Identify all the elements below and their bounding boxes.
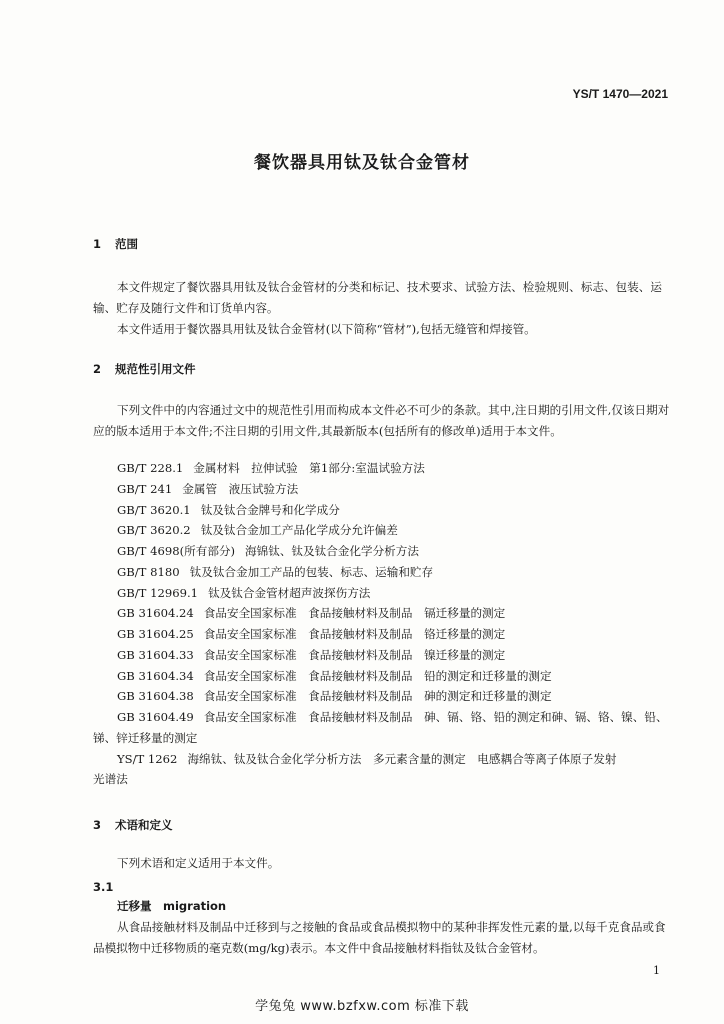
reference-item [93, 707, 673, 749]
reference-item [93, 666, 673, 687]
ref-code: GB/T 3620.2 [117, 523, 191, 538]
reference-item [93, 562, 673, 583]
ref-title: 食品安全国家标准 食品接触材料及制品 镍迁移量的测定 [203, 647, 506, 662]
section-number: 1 [93, 237, 102, 251]
ref-title: 钛及钛合金管材超声波探伤方法 [208, 585, 371, 600]
section-2-heading [93, 361, 196, 377]
ref-code: GB/T 241 [117, 481, 173, 496]
scope-paragraph-2: 本文件适用于餐饮器具用钛及钛合金管材(以下简称“管材”),包括无缝管和焊接管。 [117, 322, 536, 336]
standard-code: YS/T 1470—2021 [572, 87, 668, 101]
ref-code: GB/T 8180 [117, 564, 180, 579]
ref-code: GB 31604.33 [117, 647, 194, 662]
reference-item [93, 541, 673, 562]
section-3-heading [93, 817, 173, 833]
reference-item [93, 583, 673, 604]
ref-title: 海锦钛、钛及钛合金化学分析方法 [245, 544, 419, 558]
reference-item [93, 500, 673, 521]
term-number: 3.1 [93, 880, 114, 894]
ref-title: 钛及钛合金加工产品的包装、标志、运输和贮存 [189, 564, 434, 579]
ref-title: 海绵钛、钛及钛合金化学分析方法 多元素含量的测定 电感耦合等离子体原子发射 [187, 751, 617, 766]
footer-watermark: 学兔兔 www.bzfxw.com 标准下载 [255, 999, 469, 1014]
reference-list [93, 458, 673, 790]
ref-title-continuation: 光谱法 [93, 772, 128, 787]
ref-code: GB/T 12969.1 [117, 585, 199, 600]
reference-item [93, 479, 673, 500]
reference-item [93, 686, 673, 707]
page-number: 1 [653, 964, 660, 977]
section-number: 2 [93, 362, 102, 376]
document-title: 餐饮器具用钛及钛合金管材 [254, 153, 470, 173]
scope-paragraph-1: 本文件规定了餐饮器具用钛及钛合金管材的分类和标记、技术要求、试验方法、检验规则、标志、包装、运输、贮存及随行文件和订货单内容。 [93, 280, 662, 315]
ref-code: GB 31604.38 [117, 689, 194, 704]
ref-code: GB 31604.49 [117, 710, 194, 724]
ref-code: GB 31604.25 [117, 627, 194, 641]
term-definition: 从食品接触材料及制品中迁移到与之接触的食品或食品模拟物中的某种非挥发性元素的量,以每千克食品或食品模拟物中迁移物质的毫克数(mg/kg)表示。本文件中食品接触材料指钛及钛合金管材。 [93, 920, 666, 955]
section-title: 术语和定义 [115, 818, 173, 832]
ref-title: 食品安全国家标准 食品接触材料及制品 铬迁移量的测定 [203, 627, 506, 641]
ref-code: YS/T 1262 [117, 751, 178, 766]
ref-title: 金属管 液压试验方法 [182, 481, 299, 496]
ref-code: GB/T 228.1 [117, 461, 184, 475]
ref-code: GB 31604.34 [117, 668, 194, 683]
ref-title: 食品安全国家标准 食品接触材料及制品 铅的测定和迁移量的测定 [203, 668, 552, 683]
reference-item [93, 749, 673, 791]
ref-title: 食品安全国家标准 食品接触材料及制品 砷、镉、铬、铅的测定和砷、镉、铬、镍、铅、 [203, 710, 668, 724]
term-heading: 迁移量 migration [117, 899, 227, 913]
ref-title: 钛及钛合金牌号和化学成分 [200, 502, 340, 517]
ref-title: 食品安全国家标准 食品接触材料及制品 镉迁移量的测定 [203, 606, 506, 621]
reference-item [93, 458, 673, 479]
section-1-heading [93, 236, 138, 252]
section-title: 范围 [115, 237, 138, 251]
ref-code: GB 31604.24 [117, 606, 194, 621]
terms-intro: 下列术语和定义适用于本文件。 [117, 856, 280, 870]
reference-item [93, 645, 673, 666]
reference-item [93, 603, 673, 624]
ref-code: GB/T 3620.1 [117, 502, 191, 517]
normative-intro: 下列文件中的内容通过文中的规范性引用而构成本文件必不可少的条款。其中,注日期的引用文件,仅该日期对应的版本适用于本文件;不注日期的引用文件,其最新版本(包括所有的修改单)适用于本文件。 [93, 403, 670, 438]
ref-code: GB/T 4698(所有部分) [117, 544, 236, 558]
ref-title: 钛及钛合金加工产品化学成分允许偏差 [200, 523, 398, 538]
ref-title: 金属材料 拉伸试验 第1部分:室温试验方法 [193, 461, 425, 475]
section-title: 规范性引用文件 [115, 362, 196, 376]
reference-item [93, 520, 673, 541]
ref-title-continuation: 锑、锌迁移量的测定 [93, 730, 198, 745]
reference-item [93, 624, 673, 645]
ref-title: 食品安全国家标准 食品接触材料及制品 砷的测定和迁移量的测定 [203, 689, 552, 704]
section-number: 3 [93, 818, 102, 832]
